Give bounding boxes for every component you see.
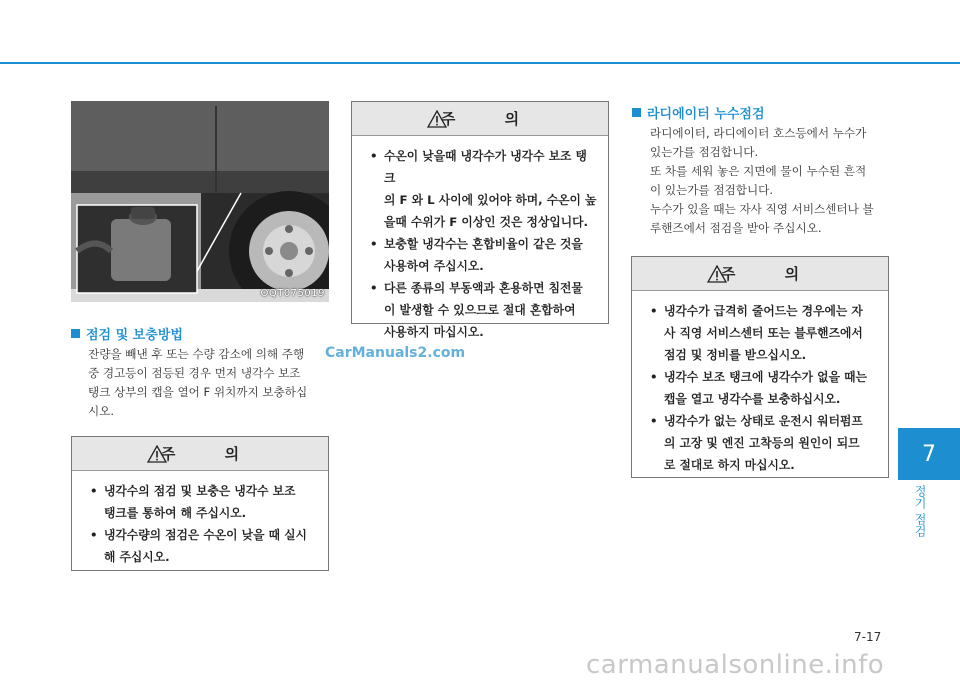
section-heading-inspection [71, 324, 183, 343]
heading-square-icon [71, 329, 80, 338]
body-line: 탱크 상부의 캡을 열어 F 위치까지 보충하십 [88, 385, 308, 399]
warning-triangle-icon [427, 110, 447, 128]
body-line: 누수가 있을 때는 자사 직영 서비스센터나 블 [650, 202, 874, 216]
body-line: 있는가를 점검합니다. [650, 145, 759, 159]
caution-item: • 냉각수가 없는 상태로 운전시 워터펌프 의 고장 및 엔진 고착등의 원인이 되므 로 절대로 하지 마십시오. [650, 410, 878, 476]
caution-header [352, 102, 608, 136]
section2-body [650, 124, 895, 238]
caution-header [72, 437, 328, 471]
caution-title: 주 의 [160, 445, 262, 463]
caution-list [72, 471, 328, 568]
caution-item: • 냉각수의 점검 및 보충은 냉각수 보조 탱크를 통하여 해 주십시오. [90, 480, 318, 524]
body-line: 루핸즈에서 점검을 받아 주십시오. [650, 221, 822, 235]
body-line: 잔량을 빼낸 후 또는 수량 감소에 의해 주행 [88, 347, 305, 361]
section-heading-text: 점검 및 보충방법 [86, 328, 183, 343]
caution-item: • 다른 종류의 부동액과 혼용하면 침전물 이 발생할 수 있으므로 절대 혼합하여 사용하지 마십시오. [370, 277, 598, 343]
caution-item: • 수온이 낮을때 냉각수가 냉각수 보조 탱크 의 F 와 L 사이에 있어야 하며, 수온이 높 을때 수위가 F 이상인 것은 정상입니다. [370, 145, 598, 233]
chapter-number: 7 [922, 441, 936, 467]
caution-item: • 냉각수가 급격히 줄어드는 경우에는 자 사 직영 서비스센터 또는 블루핸즈에서 점검 및 정비를 받으십시오. [650, 300, 878, 366]
body-line: 시오. [88, 404, 115, 418]
caution-box-3 [631, 256, 889, 478]
warning-triangle-icon [707, 265, 727, 283]
body-line: 중 경고등이 점등된 경우 먼저 냉각수 보조 [88, 366, 301, 380]
caution-list [632, 291, 888, 476]
header-rule [0, 62, 960, 64]
chapter-label: 정기 점검 [913, 485, 927, 537]
caution-item: • 보충할 냉각수는 혼합비율이 같은 것을 사용하여 주십시오. [370, 233, 598, 277]
caution-item: • 냉각수 보조 탱크에 냉각수가 없을 때는 캡을 열고 냉각수를 보충하십시오. [650, 366, 878, 410]
warning-triangle-icon [147, 445, 167, 463]
body-line: 또 차를 세워 놓은 지면에 물이 누수된 흔적 [650, 164, 867, 178]
caution-box-1 [71, 436, 329, 571]
watermark-carmanualsonline: carmanualsonline.info [586, 650, 885, 680]
section-heading-text: 라디에이터 누수점검 [647, 107, 765, 122]
caution-title: 주 의 [440, 110, 542, 128]
section-heading-radiator [632, 103, 765, 122]
caution-list [352, 136, 608, 343]
body-line: 이 있는가를 점검합니다. [650, 183, 774, 197]
coolant-reservoir-photo [71, 101, 329, 302]
page-number: 7-17 [854, 630, 882, 644]
photo-code: OQT075019 [260, 288, 325, 299]
chapter-tab[interactable] [898, 428, 960, 480]
watermark-carmanuals2: CarManuals2.com [325, 345, 466, 361]
heading-square-icon [632, 108, 641, 117]
caution-box-2 [351, 101, 609, 339]
body-line: 라디에이터, 라디에이터 호스등에서 누수가 [650, 126, 867, 140]
caution-item: • 냉각수량의 점검은 수온이 낮을 때 실시 해 주십시오. [90, 524, 318, 568]
caution-header [632, 257, 888, 291]
section1-body [88, 345, 333, 421]
engine-coolant-reservoir-photo-icon [71, 101, 329, 302]
caution-title: 주 의 [720, 265, 822, 283]
